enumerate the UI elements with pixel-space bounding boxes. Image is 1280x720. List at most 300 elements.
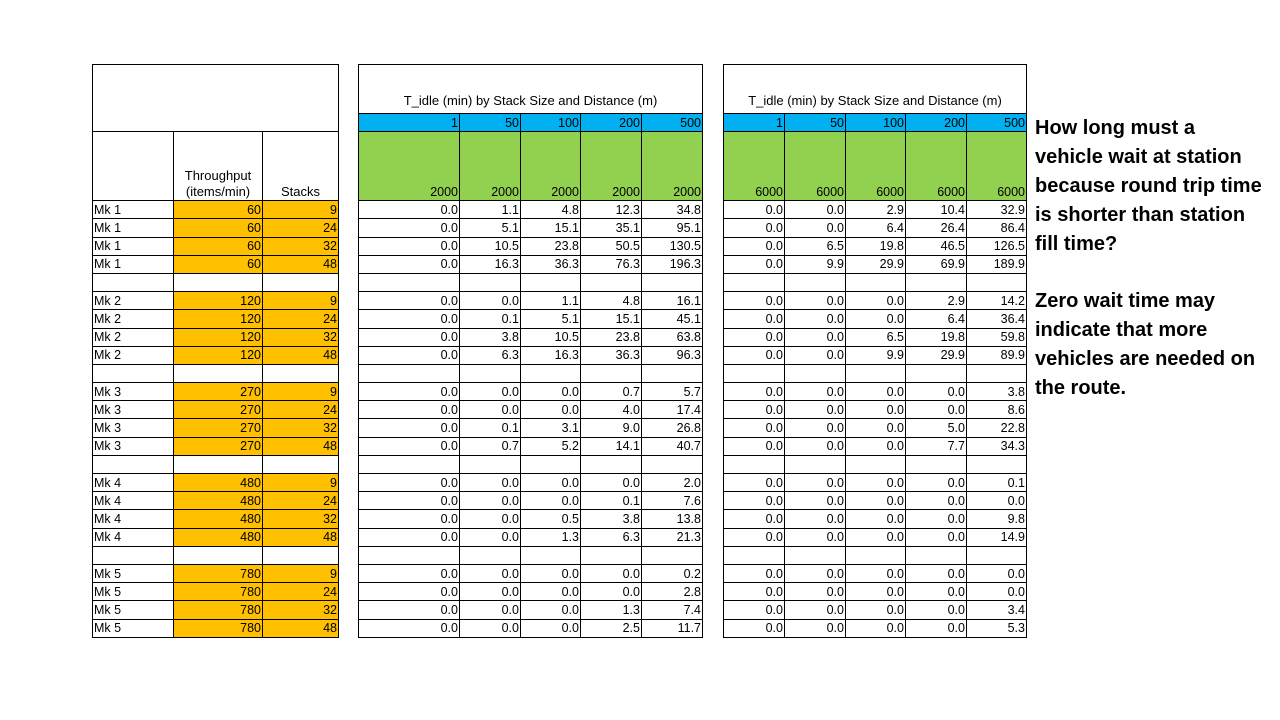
group2-idle-value: 69.9 xyxy=(906,255,967,273)
group1-idle-value: 0.0 xyxy=(359,237,460,255)
group2-idle-value: 3.8 xyxy=(967,383,1027,401)
group2-idle-value: 0.0 xyxy=(724,292,785,310)
gap-cell xyxy=(339,219,359,237)
group2-idle-value: 26.4 xyxy=(906,219,967,237)
table-row xyxy=(93,401,1027,419)
throughput-value: 480 xyxy=(174,492,263,510)
spacer-cell xyxy=(906,455,967,473)
group1-distance-3: 2000 xyxy=(581,132,642,201)
group2-idle-value: 0.0 xyxy=(724,383,785,401)
table-row xyxy=(93,492,1027,510)
group1-idle-value: 4.8 xyxy=(581,292,642,310)
model-label: Mk 1 xyxy=(93,237,174,255)
group2-idle-value: 0.0 xyxy=(846,619,906,637)
gap-cell xyxy=(703,510,724,528)
group2-idle-value: 9.8 xyxy=(967,510,1027,528)
group2-idle-value: 0.0 xyxy=(724,492,785,510)
group2-idle-value: 0.0 xyxy=(724,310,785,328)
throughput-value: 780 xyxy=(174,619,263,637)
spacer-cell xyxy=(724,455,785,473)
stacks-value: 32 xyxy=(263,419,339,437)
group2-idle-value: 22.8 xyxy=(967,419,1027,437)
group1-idle-value: 10.5 xyxy=(460,237,521,255)
group2-idle-value: 0.1 xyxy=(967,474,1027,492)
group1-idle-value: 0.0 xyxy=(460,492,521,510)
group1-idle-value: 16.1 xyxy=(642,292,703,310)
spacer-cell xyxy=(581,273,642,291)
stacks-value: 32 xyxy=(263,601,339,619)
group2-idle-value: 0.0 xyxy=(906,492,967,510)
gap-cell xyxy=(339,310,359,328)
spacer-cell xyxy=(785,455,846,473)
group2-idle-value: 0.0 xyxy=(724,346,785,364)
group2-idle-value: 0.0 xyxy=(846,437,906,455)
group1-idle-value: 0.0 xyxy=(460,510,521,528)
group2-idle-value: 5.3 xyxy=(967,619,1027,637)
group2-distance-4: 6000 xyxy=(967,132,1027,201)
table-row xyxy=(93,328,1027,346)
group1-idle-value: 0.0 xyxy=(460,583,521,601)
gap-cell xyxy=(339,65,359,132)
group1-idle-value: 0.0 xyxy=(359,510,460,528)
group1-idle-value: 16.3 xyxy=(521,346,581,364)
model-label: Mk 4 xyxy=(93,492,174,510)
spacer-cell xyxy=(703,364,724,382)
model-label: Mk 3 xyxy=(93,437,174,455)
group2-idle-value: 59.8 xyxy=(967,328,1027,346)
group1-idle-value: 0.0 xyxy=(521,601,581,619)
gap-cell xyxy=(703,346,724,364)
spacer-cell xyxy=(359,364,460,382)
group1-size-4: 500 xyxy=(642,114,703,132)
gap-cell xyxy=(703,237,724,255)
group2-idle-value: 0.0 xyxy=(846,292,906,310)
throughput-value: 120 xyxy=(174,346,263,364)
group1-idle-value: 0.0 xyxy=(359,419,460,437)
group2-idle-value: 0.0 xyxy=(846,528,906,546)
group2-idle-value: 0.0 xyxy=(785,619,846,637)
group2-idle-value: 6.5 xyxy=(846,328,906,346)
gap-cell xyxy=(339,401,359,419)
gap-cell xyxy=(339,383,359,401)
model-label: Mk 5 xyxy=(93,564,174,582)
group2-idle-value: 0.0 xyxy=(785,292,846,310)
stacks-value: 24 xyxy=(263,583,339,601)
throughput-value: 270 xyxy=(174,401,263,419)
explanation-note xyxy=(1035,114,1265,403)
stacks-header: Stacks xyxy=(263,132,339,201)
group1-idle-value: 0.0 xyxy=(460,619,521,637)
spacer-cell xyxy=(967,273,1027,291)
group1-idle-value: 0.0 xyxy=(359,383,460,401)
group2-idle-value: 0.0 xyxy=(906,564,967,582)
spacer-cell xyxy=(703,546,724,564)
model-label: Mk 5 xyxy=(93,619,174,637)
group1-idle-value: 0.0 xyxy=(521,474,581,492)
group2-idle-value: 8.6 xyxy=(967,401,1027,419)
group2-idle-value: 19.8 xyxy=(846,237,906,255)
gap-cell xyxy=(703,583,724,601)
group1-idle-value: 5.1 xyxy=(521,310,581,328)
group2-idle-value: 0.0 xyxy=(724,437,785,455)
model-label: Mk 5 xyxy=(93,583,174,601)
group2-idle-value: 0.0 xyxy=(724,401,785,419)
spacer-cell xyxy=(642,546,703,564)
throughput-value: 780 xyxy=(174,583,263,601)
group1-idle-value: 2.5 xyxy=(581,619,642,637)
group1-idle-value: 0.0 xyxy=(460,601,521,619)
stacks-value: 9 xyxy=(263,201,339,219)
group2-idle-value: 7.7 xyxy=(906,437,967,455)
spacer-cell xyxy=(359,455,460,473)
group2-idle-value: 0.0 xyxy=(785,437,846,455)
spacer-cell xyxy=(642,273,703,291)
stacks-value: 24 xyxy=(263,401,339,419)
group1-idle-value: 7.6 xyxy=(642,492,703,510)
group1-idle-value: 1.1 xyxy=(460,201,521,219)
spacer-cell xyxy=(263,273,339,291)
group1-idle-value: 6.3 xyxy=(460,346,521,364)
group2-idle-value: 0.0 xyxy=(785,474,846,492)
group1-idle-value: 0.0 xyxy=(521,619,581,637)
group2-idle-value: 5.0 xyxy=(906,419,967,437)
gap-cell xyxy=(339,292,359,310)
group1-idle-value: 0.0 xyxy=(359,328,460,346)
group1-idle-value: 0.0 xyxy=(521,564,581,582)
spacer-cell xyxy=(93,455,174,473)
idle-time-table xyxy=(92,64,1027,638)
group1-idle-value: 3.8 xyxy=(581,510,642,528)
group1-distance-2: 2000 xyxy=(521,132,581,201)
gap-cell xyxy=(339,528,359,546)
stacks-value: 48 xyxy=(263,437,339,455)
spacer-cell xyxy=(846,273,906,291)
group2-idle-value: 0.0 xyxy=(846,401,906,419)
gap-cell xyxy=(339,201,359,219)
gap-cell xyxy=(339,419,359,437)
group2-idle-value: 0.0 xyxy=(906,583,967,601)
group1-idle-value: 3.1 xyxy=(521,419,581,437)
group2-idle-value: 19.8 xyxy=(906,328,967,346)
group1-idle-value: 36.3 xyxy=(581,346,642,364)
group2-idle-value: 0.0 xyxy=(846,419,906,437)
throughput-value: 120 xyxy=(174,292,263,310)
group1-idle-value: 76.3 xyxy=(581,255,642,273)
group1-idle-value: 14.1 xyxy=(581,437,642,455)
group2-idle-value: 29.9 xyxy=(906,346,967,364)
group1-idle-value: 36.3 xyxy=(521,255,581,273)
group2-idle-value: 0.0 xyxy=(724,255,785,273)
group1-idle-value: 0.1 xyxy=(460,419,521,437)
gap-cell xyxy=(703,292,724,310)
stacks-value: 32 xyxy=(263,328,339,346)
group2-idle-value: 126.5 xyxy=(967,237,1027,255)
group1-size-3: 200 xyxy=(581,114,642,132)
group2-idle-value: 86.4 xyxy=(967,219,1027,237)
spacer-cell xyxy=(263,364,339,382)
table-row xyxy=(93,528,1027,546)
group1-idle-value: 0.7 xyxy=(460,437,521,455)
gap-cell xyxy=(703,437,724,455)
group1-distance-1: 2000 xyxy=(460,132,521,201)
group1-idle-value: 9.0 xyxy=(581,419,642,437)
group2-idle-value: 14.2 xyxy=(967,292,1027,310)
spacer-cell xyxy=(906,273,967,291)
group1-idle-value: 5.1 xyxy=(460,219,521,237)
group1-idle-value: 3.8 xyxy=(460,328,521,346)
group1-idle-value: 0.0 xyxy=(359,219,460,237)
group1-idle-value: 4.8 xyxy=(521,201,581,219)
group1-idle-value: 0.0 xyxy=(581,583,642,601)
spacer-cell xyxy=(906,364,967,382)
group1-idle-value: 0.0 xyxy=(521,583,581,601)
group1-idle-value: 15.1 xyxy=(581,310,642,328)
distance-header-row xyxy=(93,132,1027,201)
model-label: Mk 2 xyxy=(93,328,174,346)
model-label: Mk 4 xyxy=(93,528,174,546)
group2-idle-value: 0.0 xyxy=(906,510,967,528)
throughput-value: 480 xyxy=(174,528,263,546)
group2-distance-1: 6000 xyxy=(785,132,846,201)
group2-idle-value: 0.0 xyxy=(906,619,967,637)
group1-size-0: 1 xyxy=(359,114,460,132)
group2-distance-3: 6000 xyxy=(906,132,967,201)
group1-idle-value: 0.0 xyxy=(359,201,460,219)
group2-idle-value: 34.3 xyxy=(967,437,1027,455)
group2-idle-value: 14.9 xyxy=(967,528,1027,546)
spacer-cell xyxy=(724,364,785,382)
group1-idle-value: 4.0 xyxy=(581,401,642,419)
group1-idle-value: 0.0 xyxy=(460,401,521,419)
throughput-value: 270 xyxy=(174,437,263,455)
group1-idle-value: 196.3 xyxy=(642,255,703,273)
throughput-value: 480 xyxy=(174,510,263,528)
group2-size-3: 200 xyxy=(906,114,967,132)
gap-cell xyxy=(703,474,724,492)
gap-cell xyxy=(339,437,359,455)
group2-idle-value: 0.0 xyxy=(785,601,846,619)
spacer-cell xyxy=(521,455,581,473)
group2-idle-value: 0.0 xyxy=(906,474,967,492)
model-label: Mk 4 xyxy=(93,510,174,528)
group2-idle-value: 0.0 xyxy=(846,492,906,510)
model-label: Mk 4 xyxy=(93,474,174,492)
group1-idle-value: 7.4 xyxy=(642,601,703,619)
throughput-value: 120 xyxy=(174,310,263,328)
spacer-cell xyxy=(785,364,846,382)
group2-idle-value: 0.0 xyxy=(724,219,785,237)
group1-idle-value: 10.5 xyxy=(521,328,581,346)
model-label: Mk 1 xyxy=(93,201,174,219)
model-label: Mk 5 xyxy=(93,601,174,619)
throughput-value: 60 xyxy=(174,201,263,219)
spacer-cell xyxy=(967,455,1027,473)
group2-idle-value: 0.0 xyxy=(785,401,846,419)
table-row xyxy=(93,219,1027,237)
group1-idle-value: 23.8 xyxy=(521,237,581,255)
group2-idle-value: 36.4 xyxy=(967,310,1027,328)
group2-idle-value: 0.0 xyxy=(785,564,846,582)
group2-idle-value: 0.0 xyxy=(724,564,785,582)
spacer-cell xyxy=(724,546,785,564)
gap-cell xyxy=(339,583,359,601)
group1-idle-value: 0.0 xyxy=(359,601,460,619)
spacer-cell xyxy=(263,455,339,473)
gap-cell xyxy=(703,255,724,273)
spacer-cell xyxy=(339,546,359,564)
group1-idle-value: 0.0 xyxy=(359,346,460,364)
spacer-cell xyxy=(724,273,785,291)
spacer-cell xyxy=(521,364,581,382)
stacks-value: 9 xyxy=(263,474,339,492)
table-row xyxy=(93,419,1027,437)
spacer-cell xyxy=(339,273,359,291)
group1-idle-value: 26.8 xyxy=(642,419,703,437)
group1-size-1: 50 xyxy=(460,114,521,132)
stacks-value: 48 xyxy=(263,528,339,546)
group2-idle-value: 0.0 xyxy=(724,201,785,219)
spacer-cell xyxy=(460,364,521,382)
group1-idle-value: 1.1 xyxy=(521,292,581,310)
gap-cell xyxy=(339,132,359,201)
throughput-value: 270 xyxy=(174,383,263,401)
group2-idle-value: 0.0 xyxy=(906,601,967,619)
throughput-value: 780 xyxy=(174,601,263,619)
table-row xyxy=(93,583,1027,601)
spacer-cell xyxy=(967,546,1027,564)
stacks-value: 9 xyxy=(263,292,339,310)
spacer-cell xyxy=(93,364,174,382)
throughput-value: 480 xyxy=(174,474,263,492)
group2-title: T_idle (min) by Stack Size and Distance (m) xyxy=(724,65,1027,114)
group1-idle-value: 0.0 xyxy=(359,255,460,273)
spacer-cell xyxy=(460,273,521,291)
spacer-cell xyxy=(359,546,460,564)
gap-cell xyxy=(339,328,359,346)
group1-idle-value: 0.0 xyxy=(460,528,521,546)
group2-size-1: 50 xyxy=(785,114,846,132)
group1-idle-value: 34.8 xyxy=(642,201,703,219)
group2-idle-value: 0.0 xyxy=(785,492,846,510)
table-row xyxy=(93,601,1027,619)
group1-idle-value: 0.0 xyxy=(359,492,460,510)
spacer-cell xyxy=(642,364,703,382)
table-row xyxy=(93,201,1027,219)
spacer-cell xyxy=(521,273,581,291)
group1-idle-value: 23.8 xyxy=(581,328,642,346)
spacer-cell xyxy=(967,364,1027,382)
group2-idle-value: 2.9 xyxy=(906,292,967,310)
throughput-header: Throughput (items/min) xyxy=(174,132,263,201)
group2-idle-value: 0.0 xyxy=(846,474,906,492)
group1-idle-value: 96.3 xyxy=(642,346,703,364)
group1-idle-value: 0.1 xyxy=(581,492,642,510)
table-row xyxy=(93,346,1027,364)
table-row xyxy=(93,237,1027,255)
group2-idle-value: 0.0 xyxy=(724,619,785,637)
group2-idle-value: 189.9 xyxy=(967,255,1027,273)
spacer-cell xyxy=(846,546,906,564)
group1-idle-value: 0.0 xyxy=(359,437,460,455)
spacer-cell xyxy=(581,364,642,382)
spacer-cell xyxy=(339,364,359,382)
group1-idle-value: 5.7 xyxy=(642,383,703,401)
group1-idle-value: 0.5 xyxy=(521,510,581,528)
gap-cell xyxy=(339,619,359,637)
group1-idle-value: 0.0 xyxy=(359,292,460,310)
gap-cell xyxy=(703,601,724,619)
group1-idle-value: 0.0 xyxy=(581,474,642,492)
spacer-cell xyxy=(339,455,359,473)
spacer-cell xyxy=(785,273,846,291)
group2-idle-value: 0.0 xyxy=(846,310,906,328)
gap-cell xyxy=(703,132,724,201)
stacks-value: 32 xyxy=(263,510,339,528)
spacer-cell xyxy=(359,273,460,291)
group1-idle-value: 0.0 xyxy=(359,401,460,419)
spacer-cell xyxy=(460,546,521,564)
spacer-cell xyxy=(703,455,724,473)
gap-cell xyxy=(703,65,724,132)
gap-cell xyxy=(703,310,724,328)
group2-idle-value: 9.9 xyxy=(846,346,906,364)
stacks-value: 48 xyxy=(263,619,339,637)
group1-idle-value: 45.1 xyxy=(642,310,703,328)
group1-idle-value: 12.3 xyxy=(581,201,642,219)
group2-idle-value: 89.9 xyxy=(967,346,1027,364)
spacer-row xyxy=(93,546,1027,564)
spacer-cell xyxy=(460,455,521,473)
group2-idle-value: 6.5 xyxy=(785,237,846,255)
spacer-row xyxy=(93,364,1027,382)
note-zero-wait: Zero wait time may indicate that more vehicles are needed on the route. xyxy=(1035,290,1256,399)
group2-idle-value: 6.4 xyxy=(846,219,906,237)
group1-idle-value: 2.0 xyxy=(642,474,703,492)
group1-idle-value: 0.0 xyxy=(359,528,460,546)
group2-idle-value: 0.0 xyxy=(785,346,846,364)
spacer-cell xyxy=(93,546,174,564)
group1-idle-value: 1.3 xyxy=(521,528,581,546)
group1-idle-value: 95.1 xyxy=(642,219,703,237)
group1-idle-value: 2.8 xyxy=(642,583,703,601)
table-row xyxy=(93,292,1027,310)
group2-idle-value: 0.0 xyxy=(785,328,846,346)
throughput-value: 780 xyxy=(174,564,263,582)
table-row xyxy=(93,510,1027,528)
spacer-cell xyxy=(906,546,967,564)
table-row xyxy=(93,437,1027,455)
group2-idle-value: 6.4 xyxy=(906,310,967,328)
stacks-value: 32 xyxy=(263,237,339,255)
stacks-value: 48 xyxy=(263,255,339,273)
group1-idle-value: 0.2 xyxy=(642,564,703,582)
gap-cell xyxy=(339,510,359,528)
gap-cell xyxy=(703,328,724,346)
group1-distance-4: 2000 xyxy=(642,132,703,201)
group2-idle-value: 0.0 xyxy=(724,328,785,346)
gap-cell xyxy=(339,474,359,492)
group1-idle-value: 6.3 xyxy=(581,528,642,546)
group1-idle-value: 50.5 xyxy=(581,237,642,255)
group2-idle-value: 0.0 xyxy=(906,528,967,546)
model-label: Mk 3 xyxy=(93,383,174,401)
group2-idle-value: 0.0 xyxy=(724,528,785,546)
throughput-value: 270 xyxy=(174,419,263,437)
table-row xyxy=(93,255,1027,273)
group2-idle-value: 0.0 xyxy=(785,383,846,401)
label-header xyxy=(93,132,174,201)
group1-idle-value: 0.0 xyxy=(581,564,642,582)
